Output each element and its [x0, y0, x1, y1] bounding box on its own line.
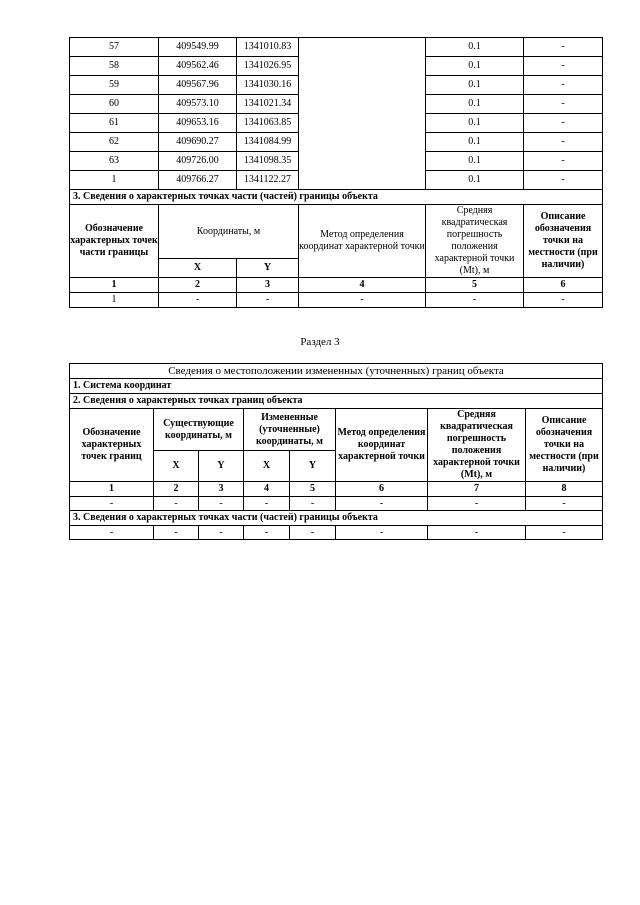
accuracy-cell: 0.1 — [426, 95, 524, 114]
table-row — [70, 526, 603, 540]
coord-y: - — [237, 293, 299, 308]
accuracy-cell: 0.1 — [426, 57, 524, 76]
description-cell: - — [524, 114, 603, 133]
section-title: Раздел 3 — [300, 336, 340, 348]
point-id: 58 — [70, 57, 159, 76]
table-row — [70, 293, 603, 308]
point-id: 63 — [70, 152, 159, 171]
coord-y: 1341026.95 — [237, 57, 299, 76]
col-number: 4 — [299, 278, 426, 293]
coord-x: 409549.99 — [159, 38, 237, 57]
coord-system-heading: 1. Система координат — [70, 379, 603, 394]
coord-y: 1341122.27 — [237, 171, 299, 190]
empty-cell: - — [70, 526, 154, 540]
header-existing-coords: Существующие координаты, м — [154, 409, 244, 451]
coord-y: 1341030.16 — [237, 76, 299, 95]
point-id: 1 — [70, 293, 159, 308]
header-method: Метод определения координат характерной точки — [299, 205, 426, 278]
accuracy-cell: - — [426, 293, 524, 308]
part-heading: 3. Сведения о характерных точках части (частей) границы объекта — [70, 511, 603, 526]
empty-cell: - — [199, 526, 244, 540]
accuracy-cell: 0.1 — [426, 38, 524, 57]
col-number: 5 — [426, 278, 524, 293]
description-cell: - — [524, 293, 603, 308]
header-row — [70, 409, 603, 451]
coord-x: 409567.96 — [159, 76, 237, 95]
title-row — [70, 364, 603, 379]
empty-cell: - — [244, 497, 290, 511]
col-number: 3 — [199, 482, 244, 497]
description-cell: - — [524, 133, 603, 152]
boundary-points-table — [69, 37, 603, 308]
accuracy-cell: 0.1 — [426, 133, 524, 152]
header-accuracy: Средняя квадратическая погрешность положения характерной точки (Mt), м — [428, 409, 526, 482]
col-number: 6 — [336, 482, 428, 497]
description-cell: - — [524, 38, 603, 57]
coord-y: 1341010.83 — [237, 38, 299, 57]
empty-cell: - — [154, 526, 199, 540]
coord-x: 409690.27 — [159, 133, 237, 152]
table-row — [70, 497, 603, 511]
points-heading-row — [70, 394, 603, 409]
accuracy-cell: 0.1 — [426, 76, 524, 95]
header-y: Y — [199, 451, 244, 482]
empty-cell: - — [428, 526, 526, 540]
coord-y: 1341098.35 — [237, 152, 299, 171]
empty-cell: - — [199, 497, 244, 511]
header-changed-coords: Измененные (уточненные) координаты, м — [244, 409, 336, 451]
header-coordinates: Координаты, м — [159, 205, 299, 259]
header-x: X — [159, 259, 237, 278]
method-cell — [299, 38, 426, 190]
empty-cell: - — [244, 526, 290, 540]
coord-y: 1341063.85 — [237, 114, 299, 133]
point-id: 61 — [70, 114, 159, 133]
point-id: 59 — [70, 76, 159, 95]
col-number: 7 — [428, 482, 526, 497]
header-accuracy: Средняя квадратическая погрешность положения характерной точки (Mt), м — [426, 205, 524, 278]
col-number: 8 — [526, 482, 603, 497]
description-cell: - — [524, 95, 603, 114]
description-cell: - — [524, 76, 603, 95]
header-description: Описание обозначения точки на местности (при наличии) — [524, 205, 603, 278]
coord-x: 409562.46 — [159, 57, 237, 76]
description-cell: - — [524, 57, 603, 76]
header-x: X — [154, 451, 199, 482]
header-point-id: Обозначение характерных точек границ — [70, 409, 154, 482]
header-point-id: Обозначение характерных точек части границы — [70, 205, 159, 278]
point-id: 1 — [70, 171, 159, 190]
part-heading: 3. Сведения о характерных точках части (частей) границы объекта — [70, 190, 603, 205]
column-numbers-row — [70, 482, 603, 497]
coord-x: 409653.16 — [159, 114, 237, 133]
coord-x: 409726.00 — [159, 152, 237, 171]
point-id: 57 — [70, 38, 159, 57]
header-method: Метод определения координат характерной точки — [336, 409, 428, 482]
accuracy-cell: 0.1 — [426, 171, 524, 190]
coord-y: 1341021.34 — [237, 95, 299, 114]
point-id: 62 — [70, 133, 159, 152]
changed-boundaries-table — [69, 363, 603, 540]
col-number: 5 — [290, 482, 336, 497]
coord-x: 409573.10 — [159, 95, 237, 114]
header-x: X — [244, 451, 290, 482]
coord-x: - — [159, 293, 237, 308]
accuracy-cell: 0.1 — [426, 114, 524, 133]
col-number: 2 — [159, 278, 237, 293]
column-numbers-row — [70, 278, 603, 293]
empty-cell: - — [290, 526, 336, 540]
part-heading-row — [70, 511, 603, 526]
part-heading-row — [70, 190, 603, 205]
header-y: Y — [290, 451, 336, 482]
empty-cell: - — [526, 497, 603, 511]
table-title: Сведения о местоположении измененных (уточненных) границ объекта — [70, 364, 603, 379]
description-cell: - — [524, 171, 603, 190]
empty-cell: - — [154, 497, 199, 511]
col-number: 1 — [70, 278, 159, 293]
col-number: 3 — [237, 278, 299, 293]
empty-cell: - — [428, 497, 526, 511]
points-heading: 2. Сведения о характерных точках границ объекта — [70, 394, 603, 409]
method-cell: - — [299, 293, 426, 308]
empty-cell: - — [290, 497, 336, 511]
col-number: 6 — [524, 278, 603, 293]
col-number: 4 — [244, 482, 290, 497]
point-id: 60 — [70, 95, 159, 114]
coord-y: 1341084.99 — [237, 133, 299, 152]
table-row — [70, 38, 603, 57]
empty-cell: - — [336, 526, 428, 540]
empty-cell: - — [70, 497, 154, 511]
header-description: Описание обозначения точки на местности (при наличии) — [526, 409, 603, 482]
coord-system-row — [70, 379, 603, 394]
header-row — [70, 205, 603, 259]
col-number: 1 — [70, 482, 154, 497]
col-number: 2 — [154, 482, 199, 497]
empty-cell: - — [526, 526, 603, 540]
description-cell: - — [524, 152, 603, 171]
header-y: Y — [237, 259, 299, 278]
empty-cell: - — [336, 497, 428, 511]
coord-x: 409766.27 — [159, 171, 237, 190]
accuracy-cell: 0.1 — [426, 152, 524, 171]
